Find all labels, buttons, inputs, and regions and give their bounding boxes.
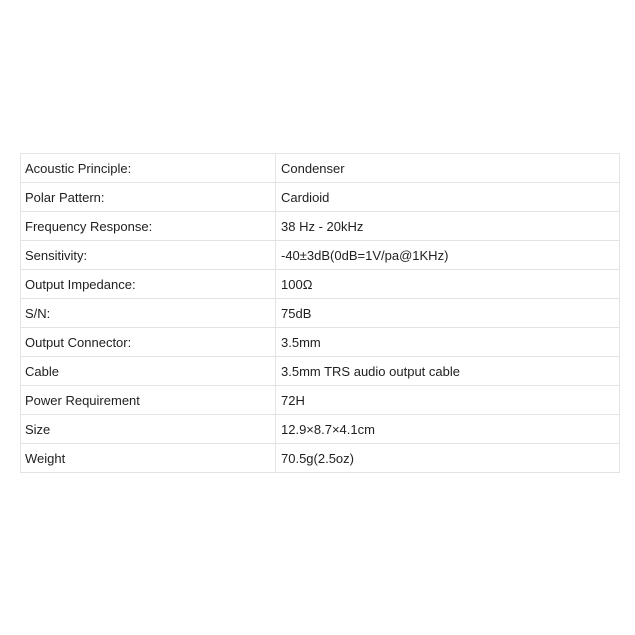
- table-row: [21, 241, 620, 270]
- spec-label-power-requirement: Power Requirement: [21, 386, 276, 415]
- spec-label-weight: Weight: [21, 444, 276, 473]
- spec-table-body: [21, 154, 620, 473]
- spec-value-signal-to-noise: 75dB: [276, 299, 620, 328]
- spec-label-polar-pattern: Polar Pattern:: [21, 183, 276, 212]
- spec-value-power-requirement: 72H: [276, 386, 620, 415]
- table-row: [21, 299, 620, 328]
- spec-value-polar-pattern: Cardioid: [276, 183, 620, 212]
- table-row: [21, 154, 620, 183]
- spec-label-signal-to-noise: S/N:: [21, 299, 276, 328]
- spec-label-size: Size: [21, 415, 276, 444]
- table-row: [21, 270, 620, 299]
- spec-label-sensitivity: Sensitivity:: [21, 241, 276, 270]
- table-row: [21, 183, 620, 212]
- spec-value-sensitivity: -40±3dB(0dB=1V/pa@1KHz): [276, 241, 620, 270]
- spec-label-output-impedance: Output Impedance:: [21, 270, 276, 299]
- spec-value-frequency-response: 38 Hz - 20kHz: [276, 212, 620, 241]
- spec-label-frequency-response: Frequency Response:: [21, 212, 276, 241]
- table-row: [21, 357, 620, 386]
- table-row: [21, 212, 620, 241]
- spec-value-weight: 70.5g(2.5oz): [276, 444, 620, 473]
- spec-value-size: 12.9×8.7×4.1cm: [276, 415, 620, 444]
- spec-value-output-impedance: 100Ω: [276, 270, 620, 299]
- table-row: [21, 386, 620, 415]
- spec-label-acoustic-principle: Acoustic Principle:: [21, 154, 276, 183]
- spec-label-cable: Cable: [21, 357, 276, 386]
- table-row: [21, 444, 620, 473]
- spec-value-acoustic-principle: Condenser: [276, 154, 620, 183]
- table-row: [21, 415, 620, 444]
- spec-value-cable: 3.5mm TRS audio output cable: [276, 357, 620, 386]
- spec-value-output-connector: 3.5mm: [276, 328, 620, 357]
- spec-label-output-connector: Output Connector:: [21, 328, 276, 357]
- spec-table: [20, 153, 620, 473]
- table-row: [21, 328, 620, 357]
